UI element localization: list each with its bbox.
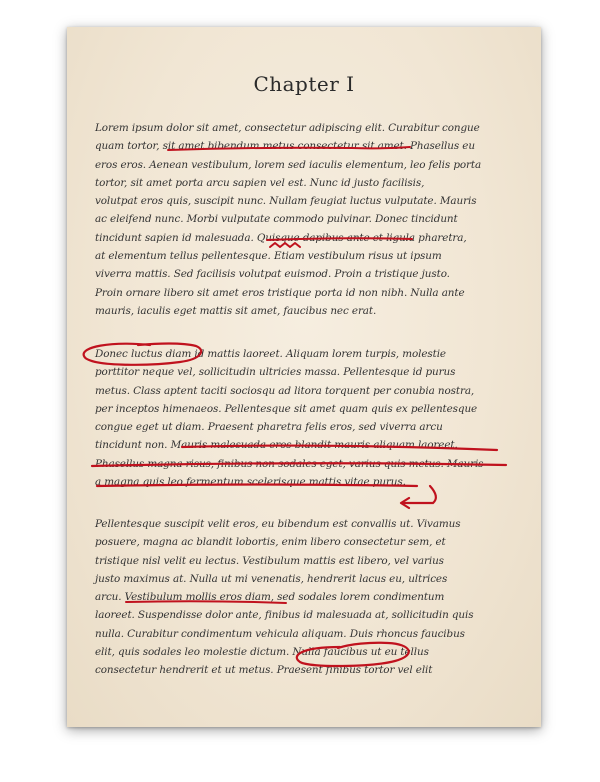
text-line: porttitor neque vel, sollicitudin ultricies massa. Pellentesque id purus [95, 366, 456, 379]
text-line: a magna quis leo fermentum scelerisque mattis vitae purus. [95, 476, 406, 489]
text-line: Pellentesque suscipit velit eros, eu bibendum est convallis ut. Vivamus [95, 518, 461, 530]
paragraph-1 [95, 119, 515, 320]
text-line: Proin ornare libero sit amet eros tristique porta id non nibh. Nulla ante [95, 286, 465, 299]
text-line: arcu. Vestibulum mollis eros diam, sed sodales lorem condimentum [95, 591, 445, 604]
text-line: eros eros. Aenean vestibulum, lorem sed iaculis elementum, leo felis porta [95, 158, 482, 171]
text-line: tortor, sit amet porta arcu sapien vel est. Nunc id justo facilisis, [95, 176, 425, 189]
text-line: viverra mattis. Sed facilisis volutpat euismod. Proin a tristique justo. [95, 268, 450, 281]
paragraph-2 [95, 345, 515, 491]
text-line: volutpat eros quis, suscipit nunc. Nullam feugiat luctus vulputate. Mauris [95, 195, 477, 208]
text-line: Lorem ipsum dolor sit amet, consectetur adipiscing elit. Curabitur congue [95, 122, 480, 134]
paragraph-3 [95, 515, 515, 680]
manuscript-page [67, 27, 541, 727]
text-line: tristique nisl velit eu lectus. Vestibulum mattis est libero, vel varius [95, 554, 444, 567]
text-line: posuere, magna ac blandit lobortis, enim libero consectetur sem, et [95, 536, 446, 549]
text-line: congue eget ut diam. Praesent pharetra felis eros, sed viverra arcu [95, 421, 443, 434]
text-line: laoreet. Suspendisse dolor ante, finibus id malesuada at, sollicitudin quis [95, 609, 474, 622]
text-line: at elementum tellus pellentesque. Etiam vestibulum risus ut ipsum [95, 250, 442, 263]
text-line: tincidunt non. Mauris malesuada eros blandit mauris aliquam laoreet. [95, 439, 458, 452]
text-line: justo maximus at. Nulla ut mi venenatis, hendrerit lacus eu, ultrices [95, 572, 448, 585]
text-line: quam tortor, sit amet bibendum metus consectetur sit amet. Phasellus eu [95, 140, 475, 153]
chapter-title: Chapter I [253, 72, 355, 96]
text-line: elit, quis sodales leo molestie dictum. Nulla faucibus ut eu tellus [95, 646, 429, 659]
text-line: tincidunt sapien id malesuada. Quisque dapibus ante et ligula pharetra, [95, 231, 467, 244]
text-line: per inceptos himenaeos. Pellentesque sit amet quam quis ex pellentesque [95, 402, 478, 415]
text-line: Phasellus magna risus, finibus non sodales eget, varius quis metus. Mauris [95, 457, 484, 470]
text-line: metus. Class aptent taciti sociosqu ad litora torquent per conubia nostra, [95, 384, 475, 397]
text-line: nulla. Curabitur condimentum vehicula aliquam. Duis rhoncus faucibus [95, 627, 465, 640]
text-line: mauris, iaculis eget mattis sit amet, faucibus nec erat. [95, 304, 377, 317]
text-line: ac eleifend nunc. Morbi vulputate commodo pulvinar. Donec tincidunt [95, 213, 458, 226]
text-line: Donec luctus diam id mattis laoreet. Aliquam lorem turpis, molestie [95, 348, 446, 360]
text-line: consectetur hendrerit et ut metus. Praesent finibus tortor vel elit [95, 664, 433, 677]
